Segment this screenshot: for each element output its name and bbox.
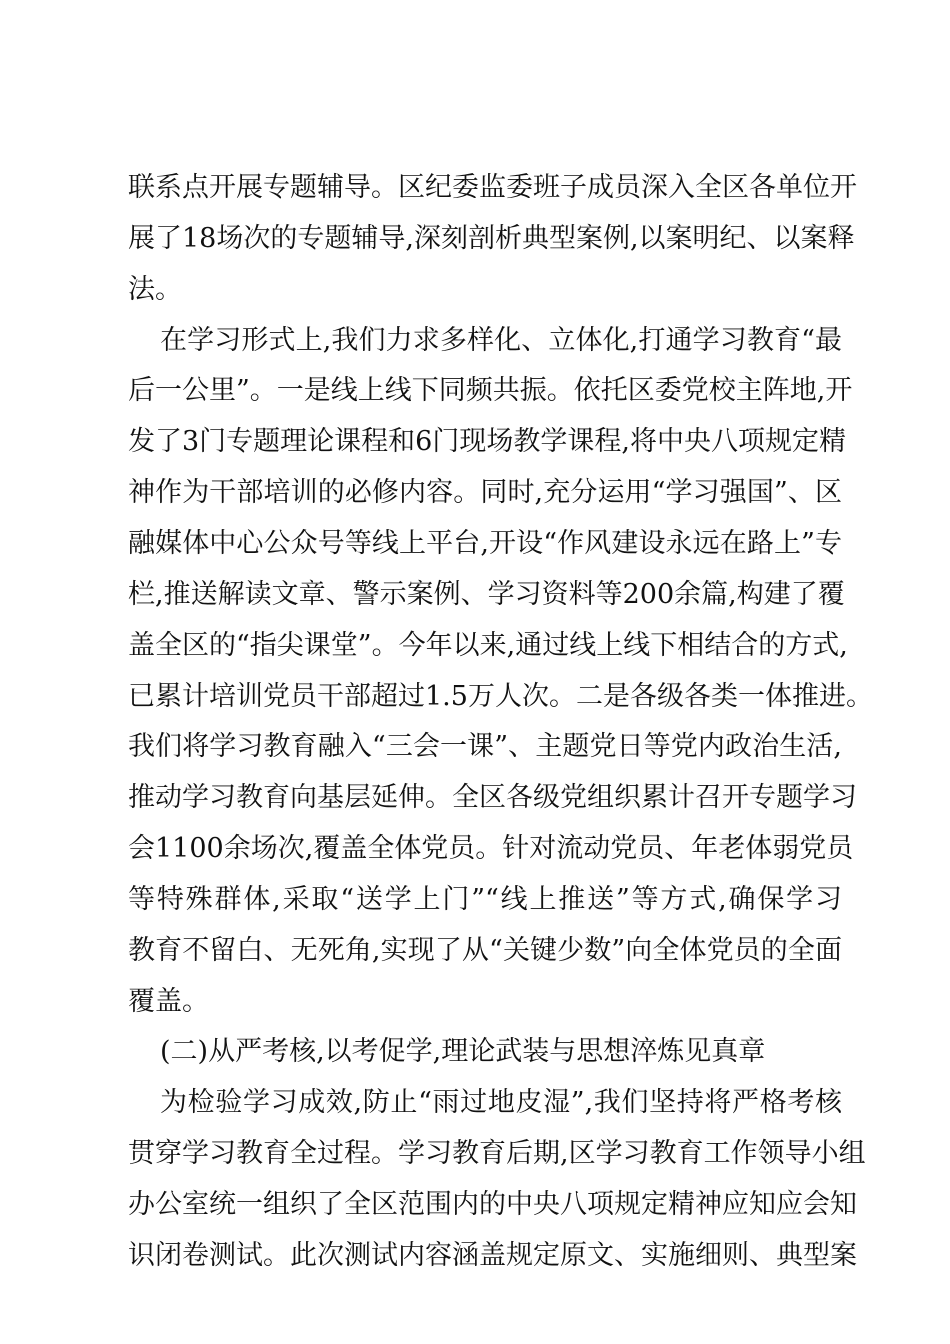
text-line: 我们将学习教育融入“三会一课”、主题党日等党内政治生活,	[128, 731, 842, 763]
text-line: 盖全区的“指尖课堂”。今年以来,通过线上线下相结合的方式,	[128, 629, 848, 661]
text-line: 展了18场次的专题辅导,深刻剖析典型案例,以案明纪、以案释	[128, 222, 855, 254]
text-line: 神作为干部培训的必修内容。同时,充分运用“学习强国”、区	[128, 477, 842, 509]
text-line: 在学习形式上,我们力求多样化、立体化,打通学习教育“最	[160, 324, 842, 356]
text-line: 办公室统一组织了全区范围内的中央八项规定精神应知应会知	[128, 1189, 857, 1220]
text-line: 后一公里”。一是线上线下同频共振。依托区委党校主阵地,开	[128, 375, 853, 407]
text-line: 贯穿学习教育全过程。学习教育后期,区学习教育工作领导小组	[128, 1138, 866, 1170]
text-line: 联系点开展专题辅导。区纪委监委班子成员深入全区各单位开	[128, 172, 857, 203]
text-line: 等特殊群体,采取“送学上门”“线上推送”等方式,确保学习	[128, 883, 842, 915]
text-line: 已累计培训党员干部超过1.5万人次。二是各级各类一体推进。	[128, 680, 873, 712]
text-line: 识闭卷测试。此次测试内容涵盖规定原文、实施细则、典型案	[128, 1239, 857, 1271]
text-line: 融媒体中心公众号等线上平台,开设“作风建设永远在路上”专	[128, 527, 842, 559]
text-line: 法。	[128, 273, 182, 305]
text-line: 教育不留白、无死角,实现了从“关键少数”向全体党员的全面	[128, 934, 842, 966]
text-line: 为检验学习成效,防止“雨过地皮湿”,我们坚持将严格考核	[160, 1087, 842, 1119]
text-line: 发了3门专题理论课程和6门现场教学课程,将中央八项规定精	[128, 426, 846, 458]
text-line: 推动学习教育向基层延伸。全区各级党组织累计召开专题学习	[128, 782, 857, 814]
section-heading: (二)从严考核,以考促学,理论武装与思想淬炼见真章	[160, 1036, 766, 1068]
text-line: 栏,推送解读文章、警示案例、学习资料等200余篇,构建了覆	[128, 578, 845, 610]
text-line: 会1100余场次,覆盖全体党员。针对流动党员、年老体弱党员	[128, 833, 854, 865]
text-line: 覆盖。	[128, 985, 209, 1017]
